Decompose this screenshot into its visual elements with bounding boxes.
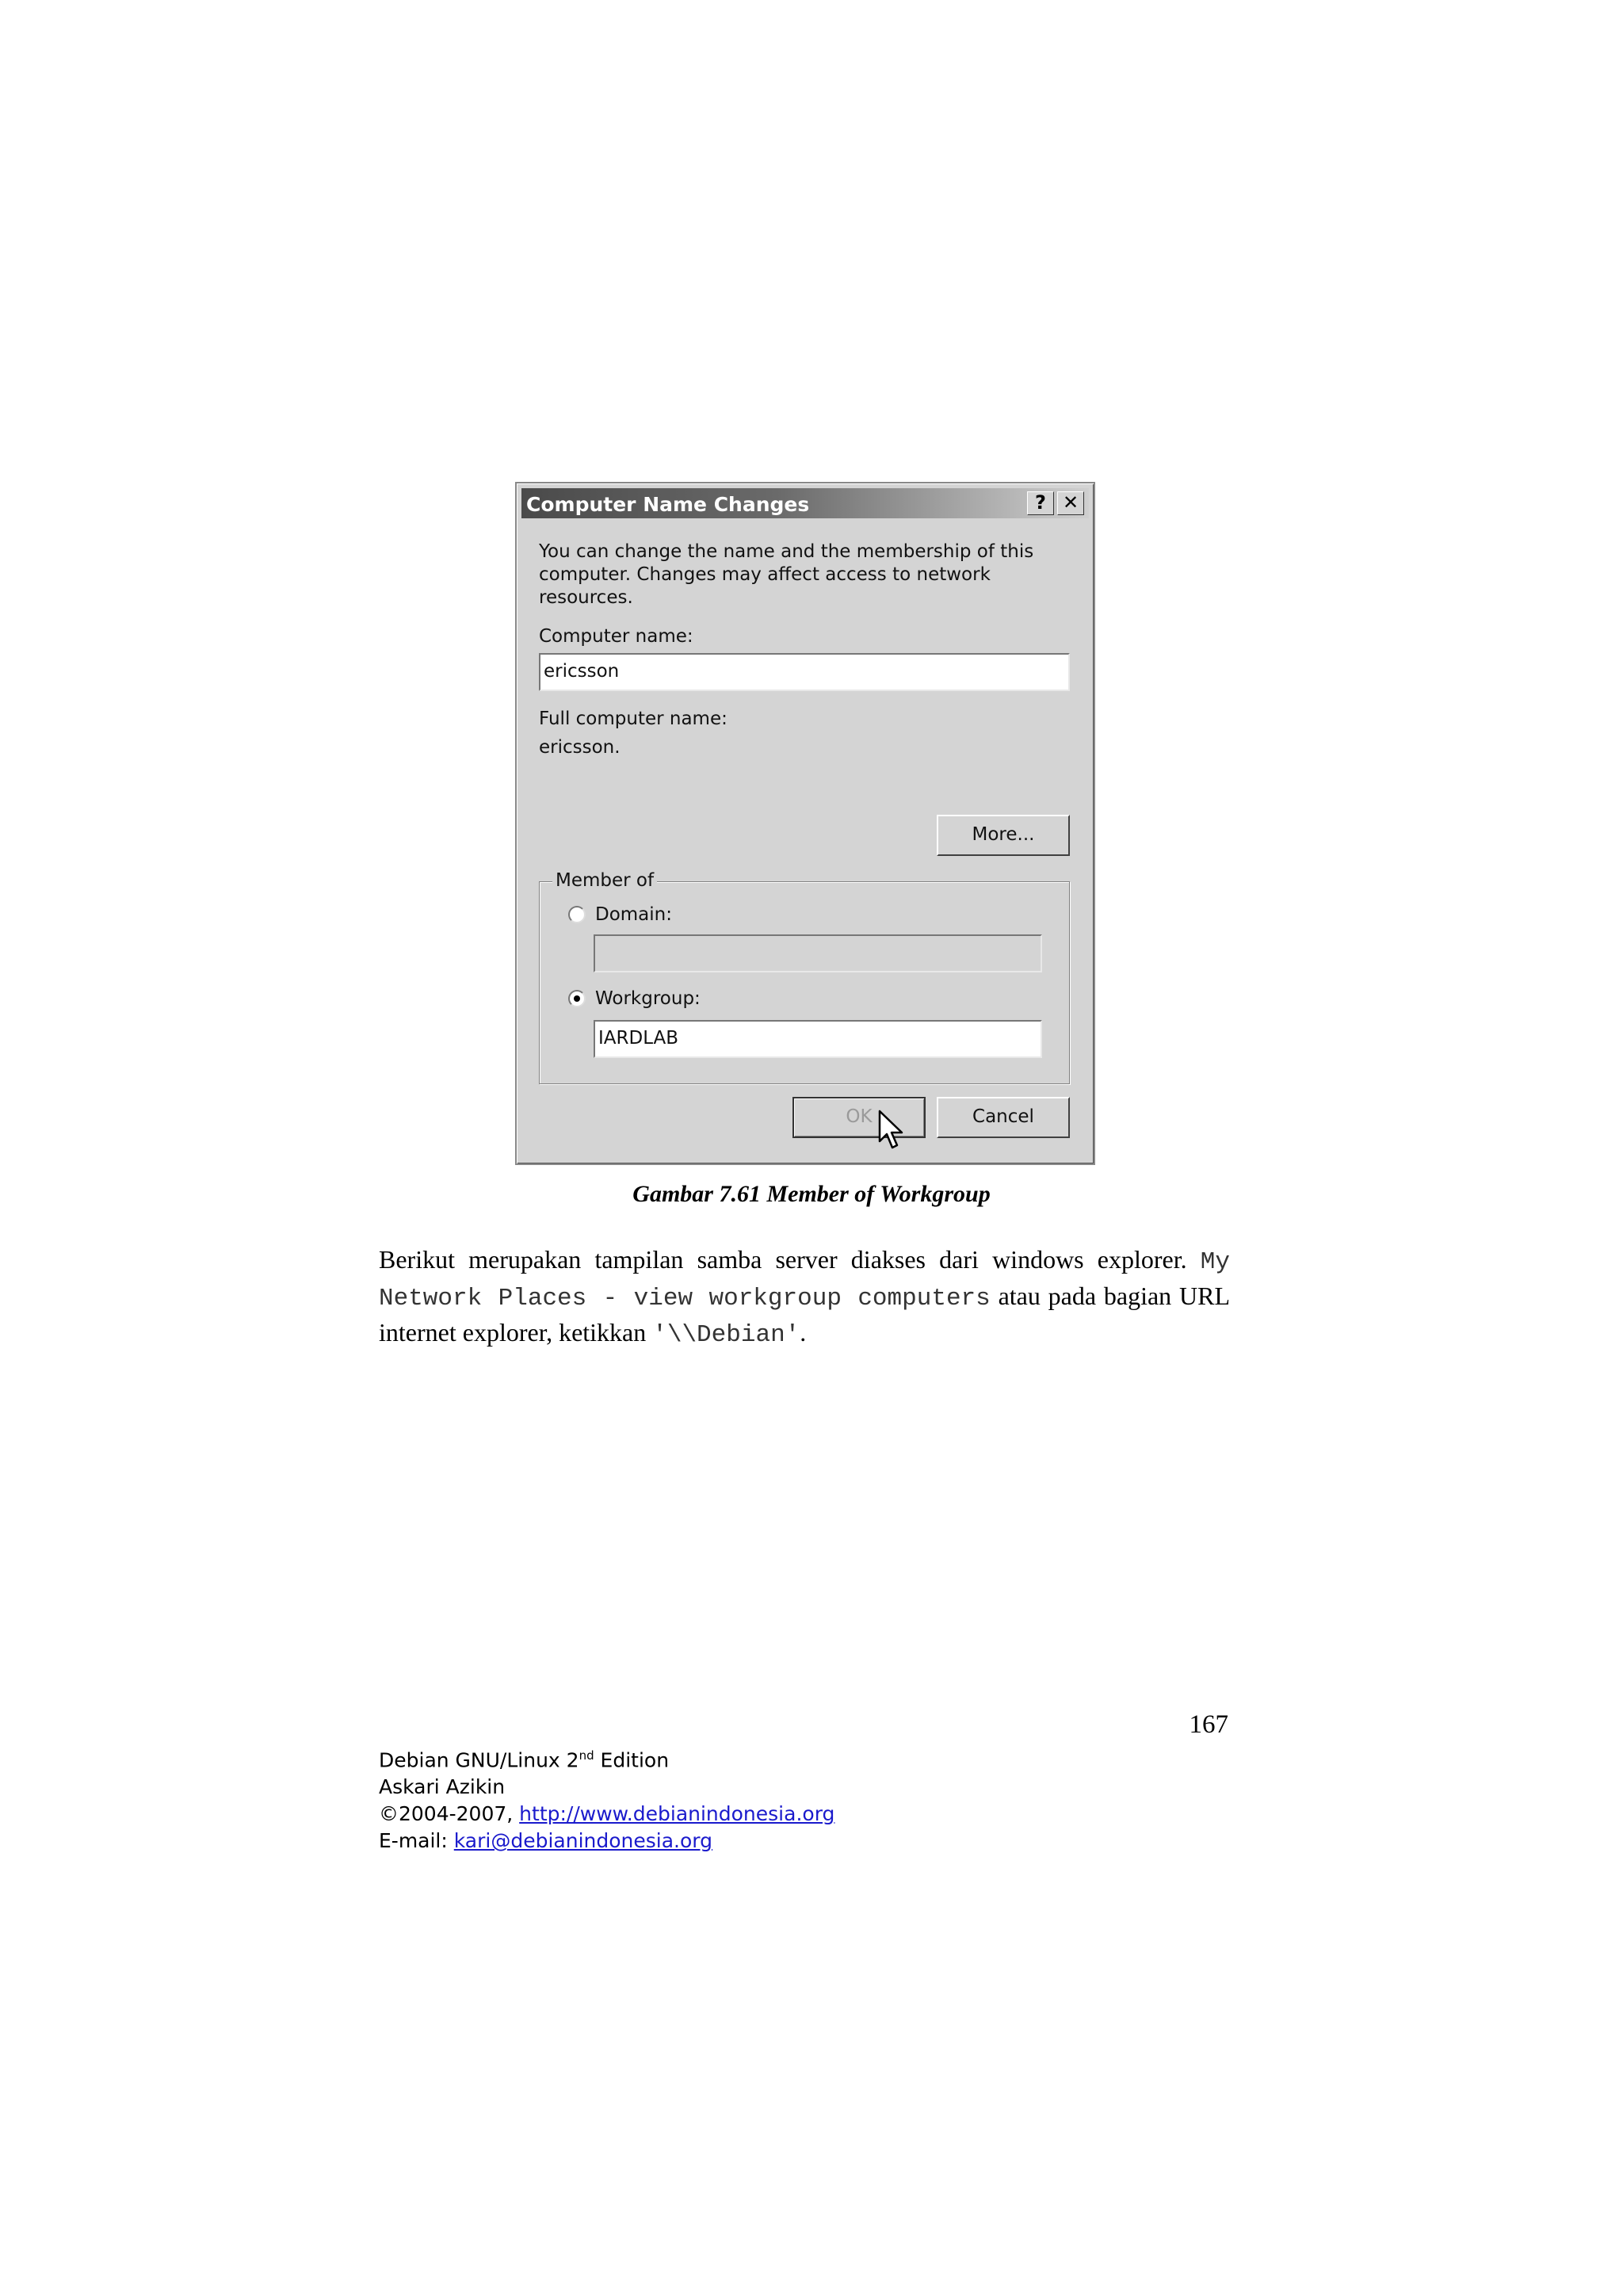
workgroup-radio[interactable] [568, 990, 586, 1007]
computer-name-input[interactable]: ericsson [539, 653, 1070, 691]
footer-email-link[interactable]: kari@debianindonesia.org [453, 1829, 712, 1853]
intro-line-2: computer. Changes may affect access to network resources. [539, 564, 991, 608]
paragraph-text-1: Berikut merupakan tampilan samba server diakses dari windows explorer. [379, 1245, 1201, 1274]
footer-website-link[interactable]: http://www.debianindonesia.org [519, 1802, 835, 1826]
domain-input[interactable] [594, 934, 1042, 972]
footer-book-title [379, 1742, 834, 1774]
footer-book-sup: nd [579, 1748, 594, 1763]
dialog-titlebar [521, 488, 1089, 518]
full-computer-name-label: Full computer name: [539, 709, 727, 729]
footer-book-prefix: Debian GNU/Linux 2 [379, 1748, 579, 1772]
radio-selected-dot [574, 995, 580, 1002]
body-paragraph [379, 1243, 1230, 1352]
footer-email-line [379, 1828, 834, 1855]
ok-button[interactable]: OK [792, 1097, 926, 1138]
paragraph-text-2: atau pada bagian URL internet explorer, ketikkan [379, 1282, 1230, 1347]
footer-email-label: E-mail: [379, 1829, 454, 1853]
help-button[interactable]: ? [1027, 491, 1054, 515]
page-footer [379, 1742, 834, 1855]
member-of-legend: Member of [552, 870, 657, 891]
paragraph-text-3: . [800, 1318, 807, 1347]
full-computer-name-value: ericsson. [539, 737, 621, 758]
domain-label: Domain: [595, 904, 672, 925]
footer-author: Askari Azikin [379, 1775, 506, 1799]
paragraph-code-path: My Network Places - view workgroup computers [379, 1248, 1230, 1312]
dialog-title: Computer Name Changes [526, 493, 810, 516]
footer-copyright-line [379, 1801, 834, 1828]
member-of-group [539, 870, 1070, 1084]
figure-caption: Gambar 7.61 Member of Workgroup [632, 1181, 991, 1207]
footer-copyright: ©2004-2007, [379, 1802, 520, 1826]
paragraph-code-unc: '\\Debian' [652, 1321, 800, 1349]
workgroup-label: Workgroup: [595, 988, 701, 1009]
intro-line-1: You can change the name and the membership of this [539, 541, 1034, 562]
dialog-intro-text [539, 541, 1062, 609]
close-button[interactable]: ✕ [1057, 491, 1084, 515]
cancel-button[interactable]: Cancel [937, 1097, 1070, 1138]
footer-book-suffix: Edition [594, 1748, 670, 1772]
more-button[interactable]: More... [937, 815, 1070, 856]
page-number: 167 [1189, 1710, 1228, 1739]
mouse-cursor-icon [878, 1110, 905, 1151]
workgroup-input[interactable]: IARDLAB [594, 1020, 1042, 1058]
domain-radio[interactable] [568, 906, 586, 923]
computer-name-label: Computer name: [539, 626, 693, 647]
computer-name-changes-dialog [515, 482, 1095, 1165]
